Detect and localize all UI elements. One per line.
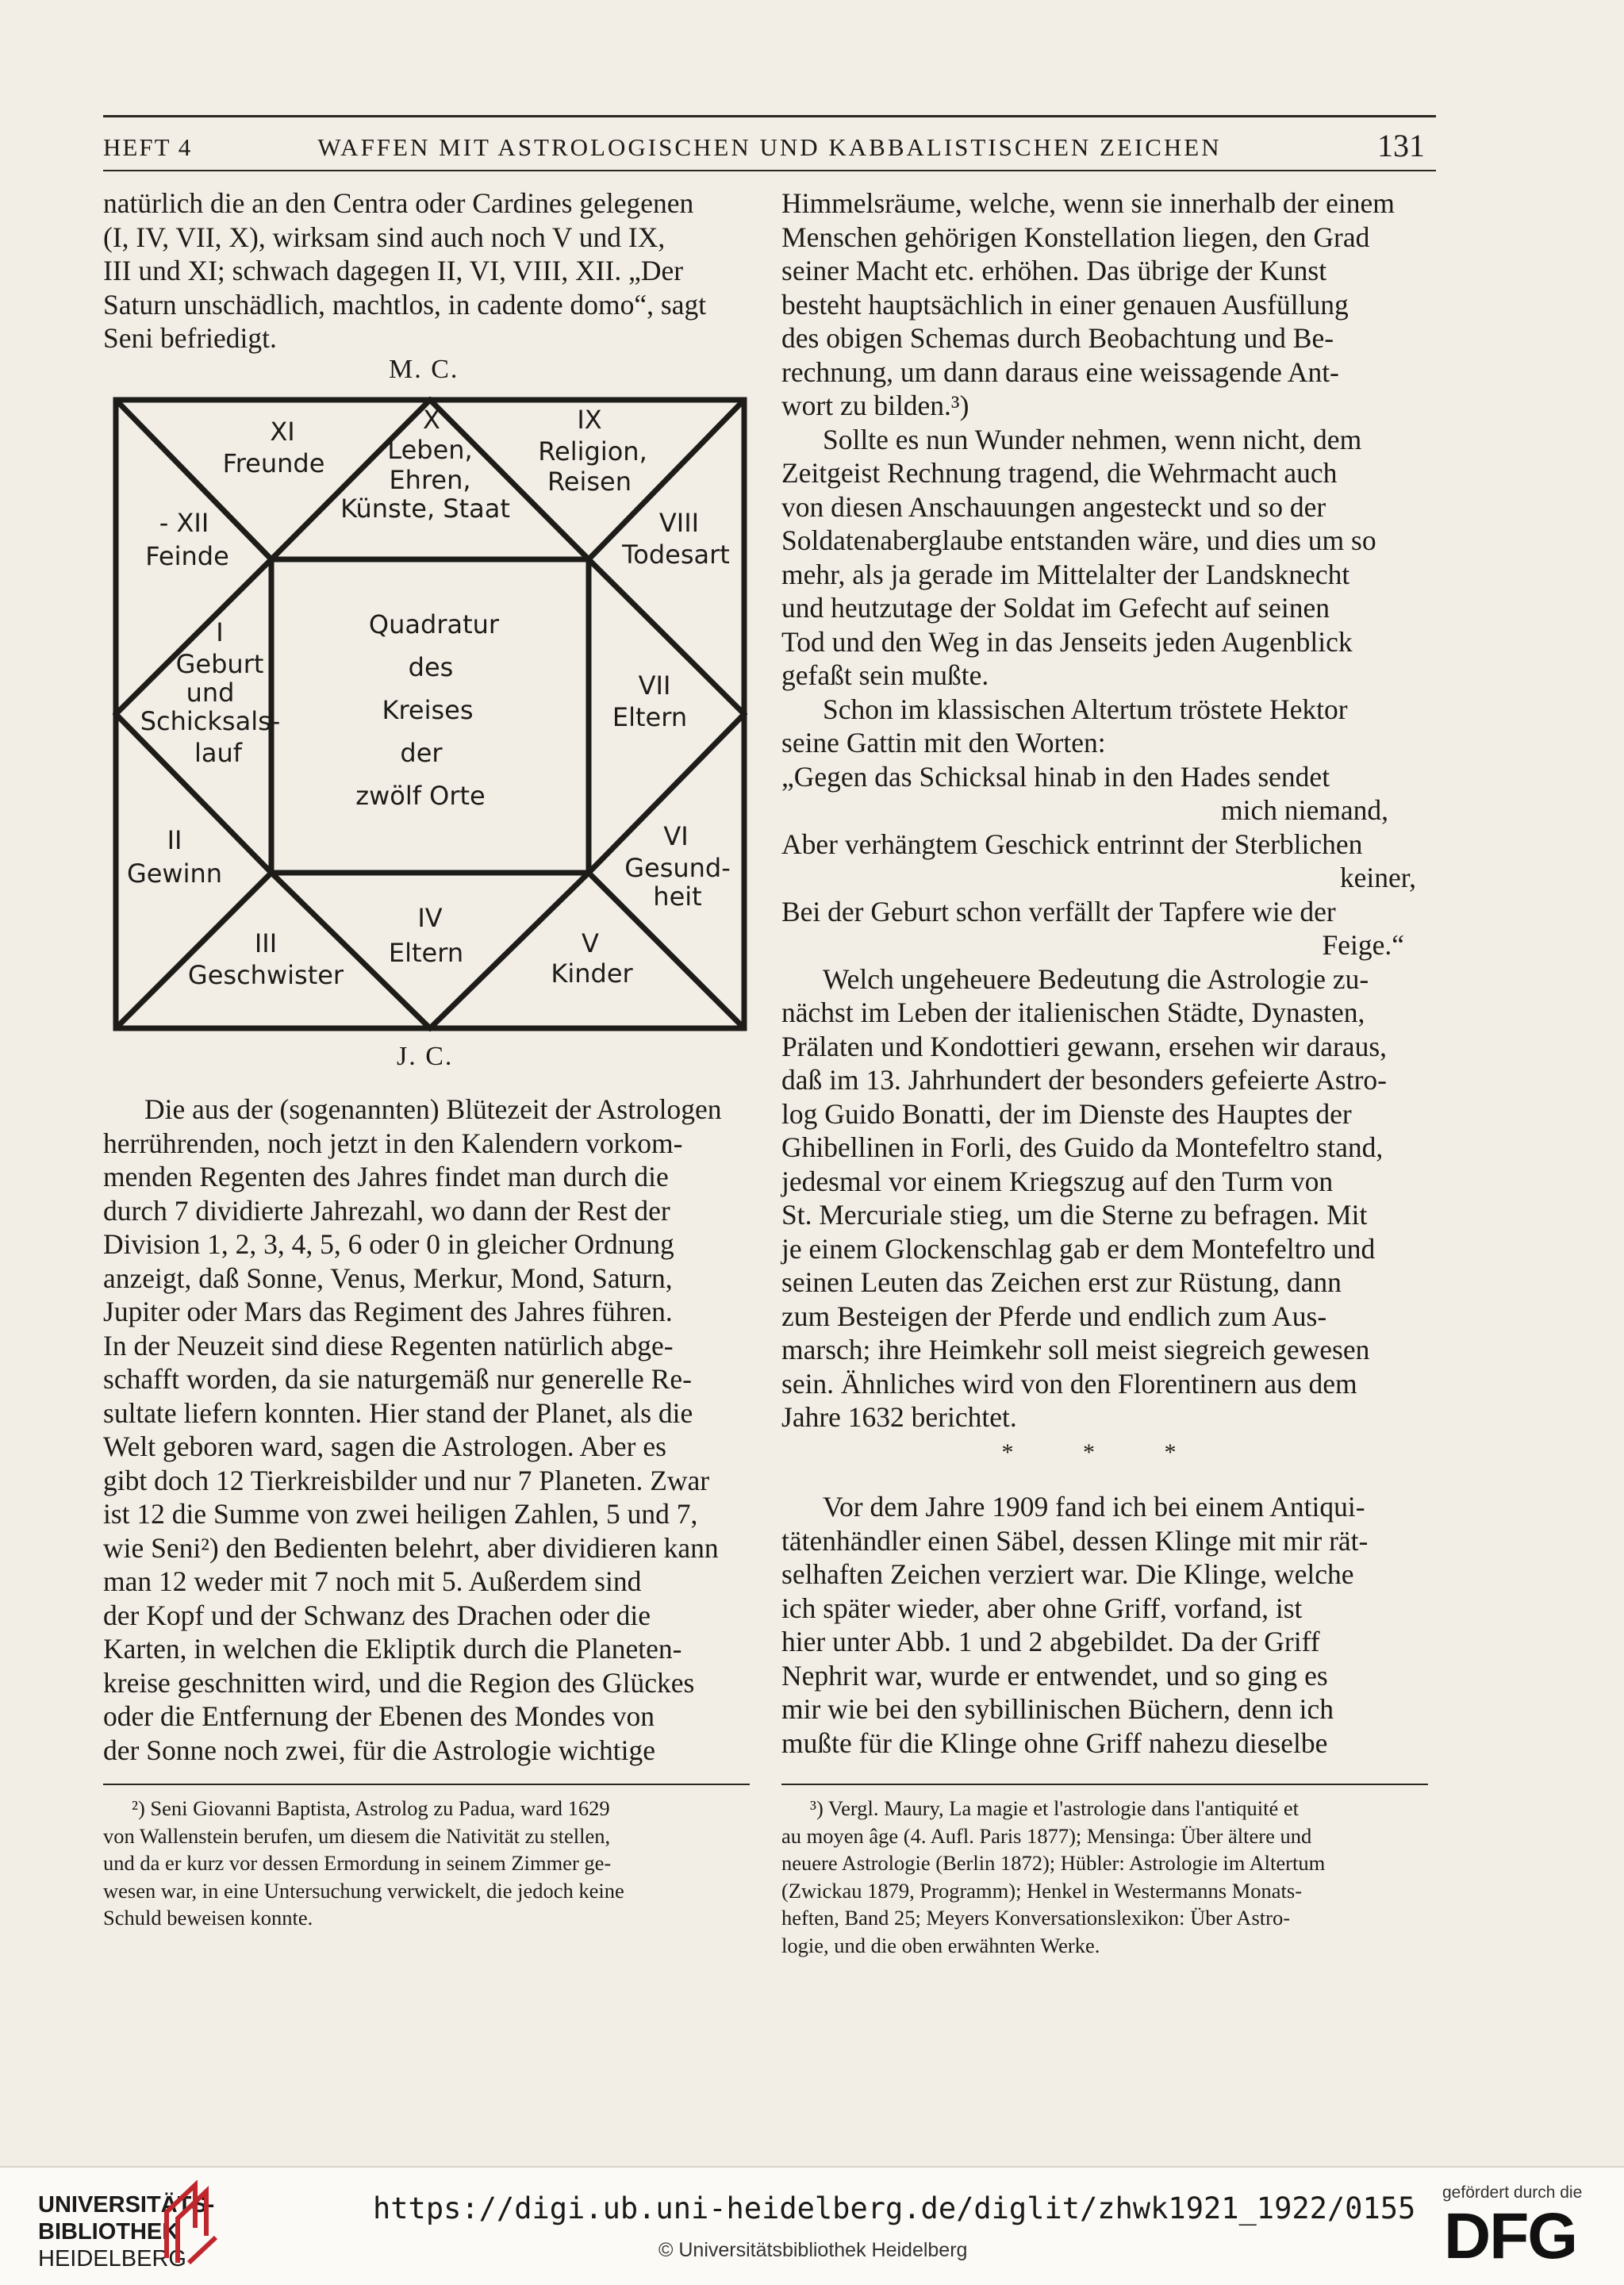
text-line: wort zu bilden.³) xyxy=(781,390,969,421)
text-line: log Guido Bonatti, der im Dienste des Hauptes der xyxy=(781,1097,1352,1130)
house-v-label: V Kinder xyxy=(551,928,633,989)
text-line: je einem Glockenschlag gab er dem Montefeltro und xyxy=(781,1232,1376,1265)
text-line: durch 7 dividierte Jahrezahl, wo dann der Rest der xyxy=(103,1194,670,1227)
running-title: WAFFEN MIT ASTROLOGISCHEN UND KABBALISTISCHEN ZEICHEN xyxy=(317,133,1222,161)
text-line: III und XI; schwach dagegen II, VI, VIII, XII. „Der xyxy=(103,255,684,286)
footnote-line: von Wallenstein berufen, um diesem die Nativität zu stellen, xyxy=(103,1823,611,1848)
quote-line: „Gegen das Schicksal hinab in den Hades sendet xyxy=(781,760,1330,793)
footnote-line: logie, und die oben erwähnten Werke. xyxy=(781,1933,1100,1957)
quote-line-cont: Feige.“ xyxy=(1322,929,1404,961)
quote-line: Aber verhängtem Geschick entrinnt der Sterblichen xyxy=(781,828,1363,860)
house-x-label: X Leben, Ehren, Künste, Staat xyxy=(340,405,510,524)
text-line: Jupiter oder Mars das Regiment des Jahres führen. xyxy=(103,1296,673,1327)
text-line: sultate liefern konnten. Hier stand der Planet, als die xyxy=(103,1396,693,1429)
text-line: rechnung, um dann daraus eine weissagende Ant- xyxy=(781,355,1339,388)
permalink-url[interactable]: https://digi.ub.uni-heidelberg.de/diglit/zhwk1921_1922/0155 xyxy=(373,2191,1416,2225)
text-line: Tod und den Weg in das Jenseits jeden Augenblick xyxy=(781,625,1353,658)
dfg-logo[interactable]: DFG xyxy=(1444,2200,1577,2272)
text-line: Sollte es nun Wunder nehmen, wenn nicht, dem xyxy=(823,423,1362,455)
text-line: Saturn unschädlich, machtlos, in cadente domo“, sagt xyxy=(103,288,707,321)
text-line: nächst im Leben der italienischen Städte, Dynasten, xyxy=(781,997,1365,1028)
house-viii-label: VIII Todesart xyxy=(622,508,730,570)
footnote-2 xyxy=(103,1795,738,1932)
text-line: und heutzutage der Soldat im Gefecht auf seinen xyxy=(781,592,1330,624)
text-line: Welt geboren ward, sagen die Astrologen. Aber es xyxy=(103,1431,666,1462)
text-line: selhaften Zeichen verziert war. Die Klinge, welche xyxy=(781,1558,1354,1590)
text-line: hier unter Abb. 1 und 2 abgebildet. Da der Griff xyxy=(781,1626,1320,1657)
text-line: Soldatenaberglaube entstanden wäre, und dies um so xyxy=(781,524,1376,556)
house-labels xyxy=(127,405,731,990)
text-line: kreise geschnitten wird, und die Region des Glückes xyxy=(103,1666,695,1699)
section-separator: * * * xyxy=(1001,1438,1208,1465)
quote-line: Bei der Geburt schon verfällt der Tapfere wie der xyxy=(781,895,1336,927)
quote-line-cont: mich niemand, xyxy=(1221,794,1388,826)
library-name-line2: BIBLIOTHEK xyxy=(38,2219,179,2245)
text-line: oder die Entfernung der Ebenen des Mondes von xyxy=(103,1700,655,1732)
text-line: Prälaten und Kondottieri gewann, ersehen wir daraus, xyxy=(781,1030,1388,1062)
footnote-line: wesen war, in eine Untersuchung verwickelt, die jedoch keine xyxy=(103,1878,624,1903)
footnote-3 xyxy=(781,1795,1416,1959)
library-name-line3: HEIDELBERG xyxy=(38,2246,186,2272)
page-number: 131 xyxy=(1377,128,1425,163)
text-line: gefaßt sein mußte. xyxy=(781,659,989,691)
footnote-line: au moyen âge (4. Aufl. Paris 1877); Mensinga: Über ältere und xyxy=(781,1823,1312,1848)
text-line: besteht hauptsächlich in einer genauen Ausfüllung xyxy=(781,288,1349,321)
house-vi-label: VI Gesund-heit xyxy=(624,821,731,912)
text-line: Nephrit war, wurde er entwendet, und so ging es xyxy=(781,1659,1328,1692)
text-line: gibt doch 12 Tierkreisbilder und nur 7 Planeten. Zwar xyxy=(103,1464,710,1496)
running-header xyxy=(103,125,1436,173)
horoscope-diagram xyxy=(113,397,747,1031)
text-line: Vor dem Jahre 1909 fand ich bei einem Antiqui- xyxy=(823,1491,1365,1523)
text-line: des obigen Schemas durch Beobachtung und Be- xyxy=(781,322,1334,354)
text-line: ich später wieder, aber ohne Griff, vorfand, ist xyxy=(781,1592,1303,1624)
quote-line-cont: keiner, xyxy=(1339,862,1416,893)
footnote-rule-left xyxy=(103,1784,750,1785)
house-i-label: I Geburt und Schicksals-lauf xyxy=(140,617,281,768)
text-line: man 12 weder mit 7 noch mit 5. Außerdem sind xyxy=(103,1565,642,1597)
text-line: herrührenden, noch jetzt in den Kalendern vorkom- xyxy=(103,1127,683,1159)
footnote-line: und da er kurz vor dessen Ermordung in seinem Zimmer ge- xyxy=(103,1851,612,1875)
funding-label: gefördert durch die xyxy=(1442,2183,1583,2202)
left-column-body xyxy=(103,1093,750,1767)
house-xii-label: - XII Feinde xyxy=(145,508,229,571)
text-line: der Kopf und der Schwanz des Drachen oder die xyxy=(103,1599,651,1631)
house-iv-label: IV Eltern xyxy=(388,903,464,968)
text-line: Karten, in welchen die Ekliptik durch die Planeten- xyxy=(103,1633,682,1665)
text-line: schafft worden, da sie naturgemäß nur generelle Re- xyxy=(103,1363,692,1395)
text-line: Welch ungeheuere Bedeutung die Astrologie zu- xyxy=(823,962,1369,995)
text-line: seiner Macht etc. erhöhen. Das übrige der Kunst xyxy=(781,255,1327,286)
text-line: wie Seni²) den Bedienten belehrt, aber dividieren kann xyxy=(103,1531,719,1564)
text-line: Schon im klassischen Altertum tröstete Hektor xyxy=(823,693,1348,725)
text-line: von diesen Anschauungen angesteckt und so der xyxy=(781,490,1326,523)
diagram-bottom-label: J. C. xyxy=(397,1042,454,1071)
text-line: seine Gattin mit den Worten: xyxy=(781,727,1106,758)
viewer-footer-bar xyxy=(0,2166,1624,2285)
library-logo-icon xyxy=(160,2180,222,2266)
header-top-rule xyxy=(103,115,1436,117)
header-bottom-rule xyxy=(103,170,1436,171)
copyright-notice: © Universitätsbibliothek Heidelberg xyxy=(658,2239,968,2261)
text-line: der Sonne noch zwei, für die Astrologie wichtige xyxy=(103,1734,656,1766)
text-line: seinen Leuten das Zeichen erst zur Rüstung, dann xyxy=(781,1266,1342,1298)
text-line: daß im 13. Jahrhundert der besonders gefeierte Astro- xyxy=(781,1064,1388,1096)
text-line: mehr, als ja gerade im Mittelalter der Landsknecht xyxy=(781,558,1350,590)
issue-label: HEFT 4 xyxy=(103,133,193,161)
text-line: St. Mercuriale stieg, um die Sterne zu befragen. Mit xyxy=(781,1199,1368,1231)
text-line: natürlich die an den Centra oder Cardines gelegenen xyxy=(103,187,694,219)
footnote-line: Schuld beweisen konnte. xyxy=(103,1906,313,1930)
text-line: Menschen gehörigen Konstellation liegen, den Grad xyxy=(781,221,1370,253)
text-line: Ghibellinen in Forli, des Guido da Montefeltro stand, xyxy=(781,1131,1384,1163)
house-iii-label: III Geschwister xyxy=(187,928,344,990)
footnote-line: neuere Astrologie (Berlin 1872); Hübler: Astrologie im Altertum xyxy=(781,1851,1326,1875)
text-line: Seni befriedigt. xyxy=(103,322,277,354)
house-ix-label: IX Religion, Reisen xyxy=(538,405,647,497)
house-vii-label: VII Eltern xyxy=(612,670,688,732)
left-column-intro xyxy=(103,186,750,355)
text-line: marsch; ihre Heimkehr soll meist siegreich gewesen xyxy=(781,1334,1370,1365)
text-line: ist 12 die Summe von zwei heiligen Zahlen, 5 und 7, xyxy=(103,1498,698,1530)
footnote-rule-right xyxy=(781,1784,1428,1785)
text-line: menden Regenten des Jahres findet man durch die xyxy=(103,1161,669,1192)
text-line: In der Neuzeit sind diese Regenten natürlich abge- xyxy=(103,1329,674,1361)
footnote-line: ²) Seni Giovanni Baptista, Astrolog zu Padua, ward 1629 xyxy=(132,1796,610,1820)
footnote-line: heften, Band 25; Meyers Konversationslexikon: Über Astro- xyxy=(781,1906,1291,1930)
text-line: (I, IV, VII, X), wirksam sind auch noch V und IX, xyxy=(103,221,666,253)
right-column-body xyxy=(781,186,1428,1760)
text-line: mir wie bei den sybillinischen Büchern, denn ich xyxy=(781,1693,1334,1725)
library-name-line1: UNIVERSITÄTS- xyxy=(38,2192,215,2218)
house-ii-label: II Gewinn xyxy=(126,825,223,889)
text-line: tätenhändler einen Säbel, dessen Klinge mit mir rät- xyxy=(781,1524,1369,1557)
text-line: mußte für die Klinge ohne Griff nahezu dieselbe xyxy=(781,1726,1328,1759)
text-line: Division 1, 2, 3, 4, 5, 6 oder 0 in gleicher Ordnung xyxy=(103,1228,674,1260)
text-line: jedesmal vor einem Kriegszug auf den Turm von xyxy=(781,1165,1334,1197)
footnote-line: ³) Vergl. Maury, La magie et l'astrologie dans l'antiquité et xyxy=(810,1796,1300,1820)
text-line: zum Besteigen der Pferde und endlich zum Aus- xyxy=(781,1300,1327,1332)
footnote-line: (Zwickau 1879, Programm); Henkel in Westermanns Monats- xyxy=(781,1878,1303,1903)
diagram-top-label: M. C. xyxy=(389,355,459,384)
text-line: Die aus der (sogenannten) Blütezeit der Astrologen xyxy=(144,1093,722,1125)
text-line: Zeitgeist Rechnung tragend, die Wehrmacht auch xyxy=(781,457,1338,489)
text-line: Himmelsräume, welche, wenn sie innerhalb der einem xyxy=(781,187,1395,219)
house-center-label: Quadratur des Kreises der zwölf Orte xyxy=(355,609,500,811)
text-line: anzeigt, daß Sonne, Venus, Merkur, Mond, Saturn, xyxy=(103,1262,673,1294)
diagram-drawing xyxy=(113,397,747,1031)
text-line: Jahre 1632 berichtet. xyxy=(781,1401,1017,1433)
house-xi-label: XI Freunde xyxy=(222,417,325,478)
text-line: sein. Ähnliches wird von den Florentinern aus dem xyxy=(781,1367,1357,1400)
